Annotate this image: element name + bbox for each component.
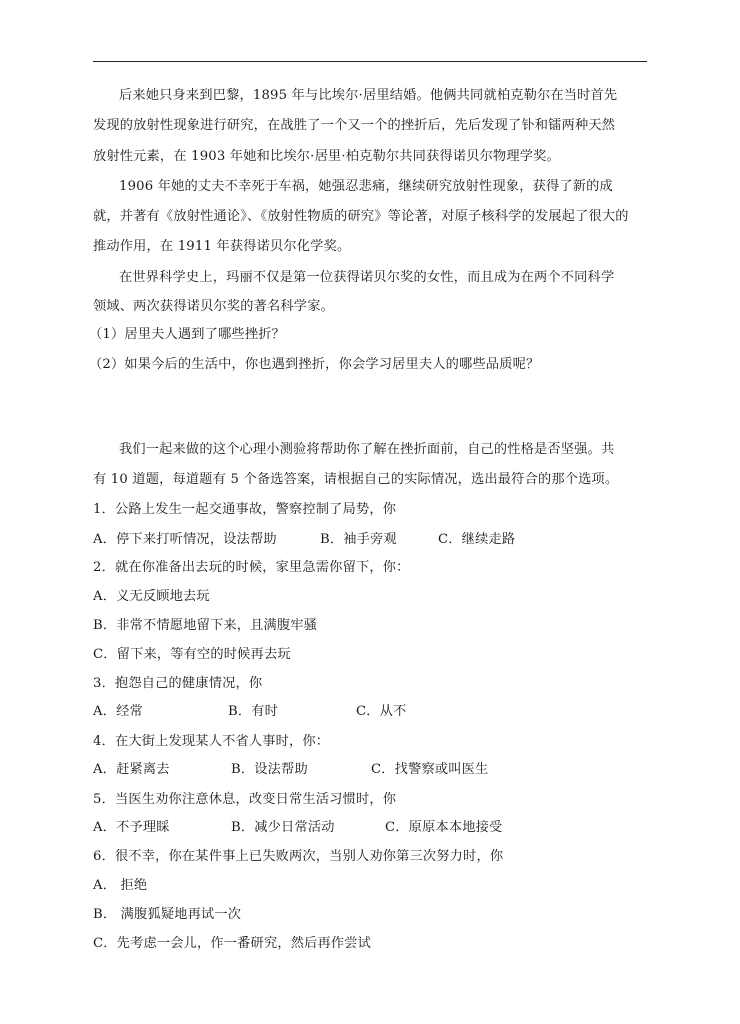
option-b: B．非常不情愿地留下来，且满腹牢骚 bbox=[93, 618, 318, 633]
option-c: C．先考虑一会儿，作一番研究，然后再作尝试 bbox=[93, 936, 372, 951]
test-intro-line: 有 10 道题，每道题有 5 个备选答案，请根据自己的实际情况，选出最符合的那个选项。 bbox=[93, 472, 619, 487]
passage-line: 放射性元素，在 1903 年她和比埃尔·居里·柏克勒尔共同获得诺贝尔物理学奖。 bbox=[93, 149, 560, 164]
passage-line: 在世界科学史上，玛丽不仅是第一位获得诺贝尔奖的女性，而且成为在两个不同科学 bbox=[119, 270, 615, 285]
test-question-5: 5．当医生劝你注意休息，改变日常生活习惯时，你 bbox=[93, 792, 397, 807]
passage-line: 发现的放射性现象进行研究，在战胜了一个又一个的挫折后，先后发现了钋和镭两种天然 bbox=[93, 118, 616, 133]
option-c: C．继续走路 bbox=[438, 532, 516, 547]
option-b: B．有时 bbox=[228, 704, 279, 719]
test-question-3: 3．抱怨自己的健康情况，你 bbox=[93, 676, 263, 691]
top-rule bbox=[93, 61, 647, 62]
option-a: A．不予理睬 bbox=[93, 820, 170, 835]
test-question-6: 6．很不幸，你在某件事上已失败两次，当别人劝你第三次努力时，你 bbox=[93, 849, 504, 864]
test-question-2: 2．就在你准备出去玩的时候，家里急需你留下，你： bbox=[93, 560, 410, 575]
option-c: C．原原本本地接受 bbox=[385, 820, 503, 835]
question-1: （1）居里夫人遇到了哪些挫折？ bbox=[89, 327, 286, 342]
option-a: A．停下来打听情况，设法帮助 bbox=[93, 532, 277, 547]
question-2: （2）如果今后的生活中，你也遇到挫折，你会学习居里夫人的哪些品质呢？ bbox=[89, 357, 540, 372]
option-a: A．经常 bbox=[93, 704, 143, 719]
option-b: B． 满腹狐疑地再试一次 bbox=[93, 907, 242, 922]
option-b: B．袖手旁观 bbox=[320, 532, 397, 547]
passage-line: 就，并著有《放射性通论》、《放射性物质的研究》等论著，对原子核科学的发展起了很大的 bbox=[93, 209, 629, 224]
passage-line: 推动作用，在 1911 年获得诺贝尔化学奖。 bbox=[93, 239, 351, 254]
option-c: C．留下来，等有空的时候再去玩 bbox=[93, 647, 291, 662]
option-a: A． 拒绝 bbox=[93, 878, 148, 893]
option-c: C．从不 bbox=[356, 704, 407, 719]
test-question-4: 4．在大街上发现某人不省人事时，你： bbox=[93, 734, 330, 749]
passage-line: 领域、两次获得诺贝尔奖的著名科学家。 bbox=[93, 299, 334, 314]
option-a: A．赶紧离去 bbox=[93, 762, 170, 777]
option-a: A．义无反顾地去玩 bbox=[93, 589, 210, 604]
option-b: B．设法帮助 bbox=[231, 762, 308, 777]
passage-line: 后来她只身来到巴黎，1895 年与比埃尔·居里结婚。他俩共同就柏克勒尔在当时首先 bbox=[119, 88, 618, 103]
test-intro-line: 我们一起来做的这个心理小测验将帮助你了解在挫折面前，自己的性格是否坚强。共 bbox=[119, 442, 615, 457]
test-question-1: 1．公路上发生一起交通事故，警察控制了局势，你 bbox=[93, 502, 397, 517]
passage-line: 1906 年她的丈夫不幸死于车祸，她强忍悲痛，继续研究放射性现象，获得了新的成 bbox=[119, 179, 613, 194]
option-c: C．找警察或叫医生 bbox=[371, 762, 489, 777]
option-b: B．减少日常活动 bbox=[231, 820, 335, 835]
